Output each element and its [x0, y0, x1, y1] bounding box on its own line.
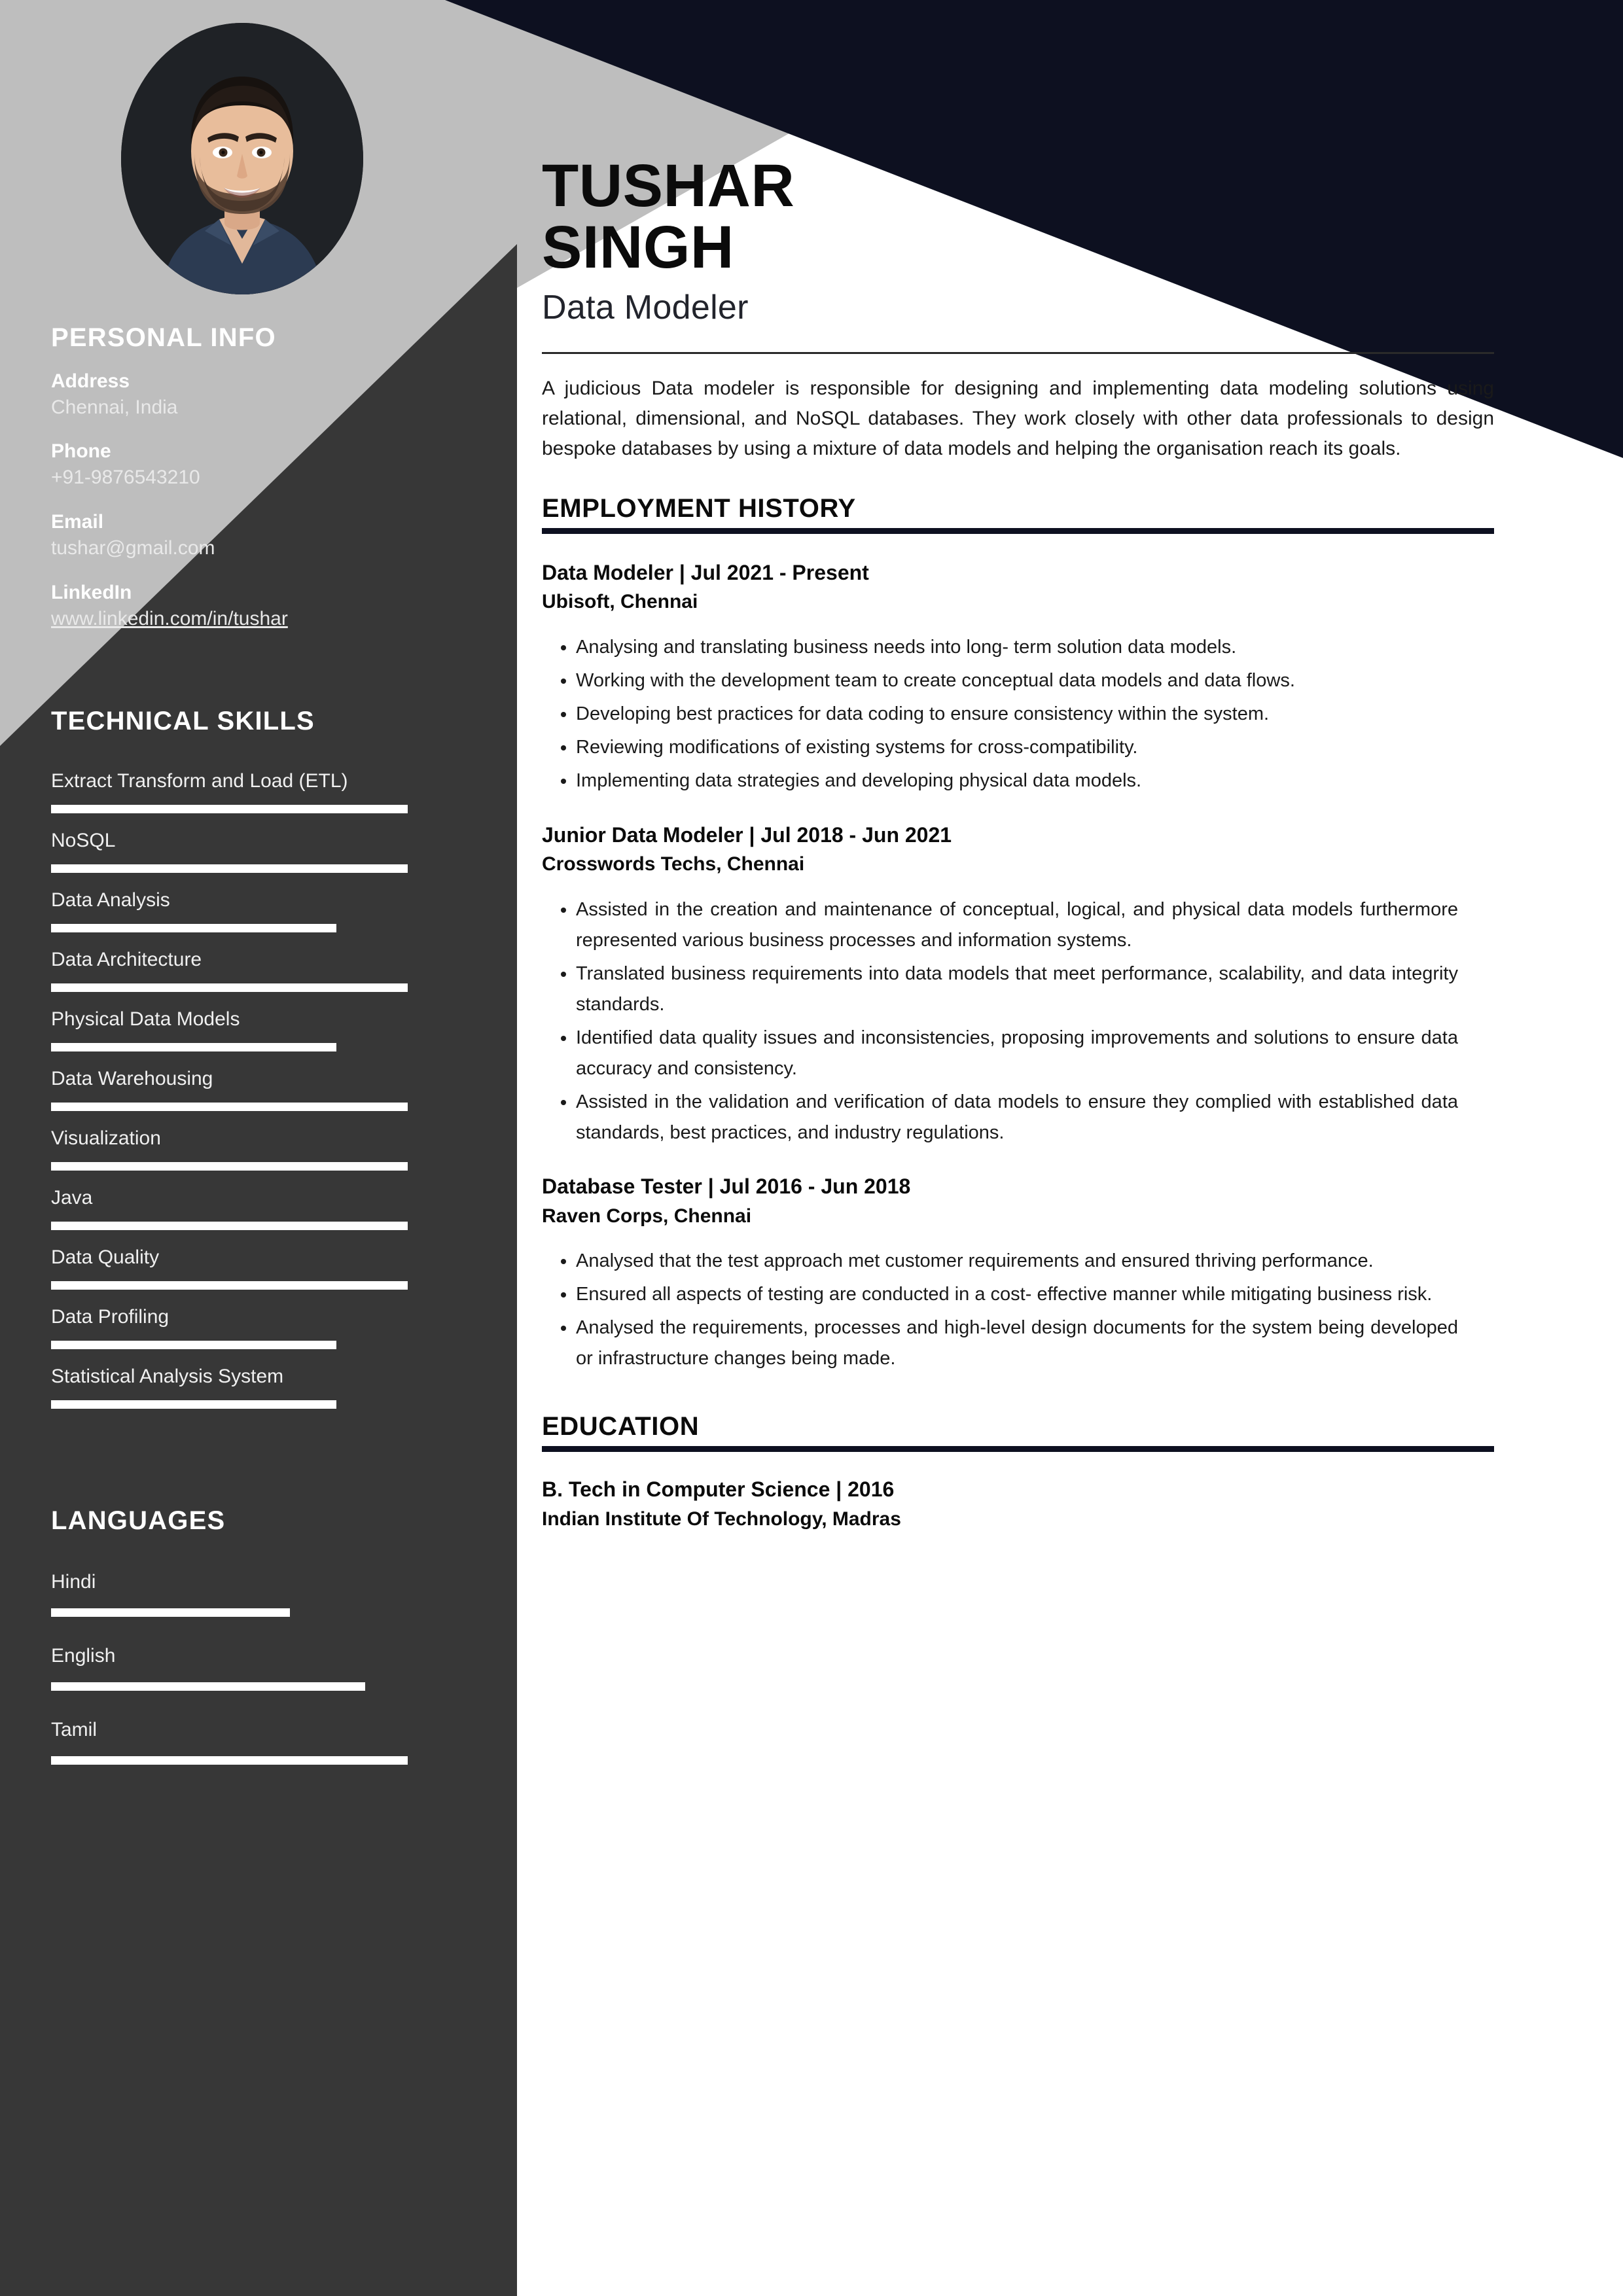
main-content	[542, 0, 1510, 1532]
language-item	[51, 1570, 466, 1617]
personal-info-item	[51, 368, 470, 420]
personal-info-value: tushar@gmail.com	[51, 537, 215, 559]
skill-bar-track	[51, 805, 408, 813]
job-title-dates: Junior Data Modeler | Jul 2018 - Jun 2021	[542, 822, 952, 847]
job-company: Ubisoft, Chennai	[542, 591, 698, 613]
job-bullet: • Assisted in the creation and maintenance of conceptual, logical, and physical data models furthermore represented various business processes and information systems.	[576, 894, 1458, 956]
education-degree: B. Tech in Computer Science | 2016	[542, 1477, 895, 1502]
skill-bar-fill	[51, 1281, 408, 1290]
skill-bar-fill	[51, 1400, 336, 1409]
job-bullet-list	[542, 894, 1458, 1148]
job-bullet: • Ensured all aspects of testing are conducted in a cost- effective manner while mitigating business risk.	[576, 1279, 1458, 1310]
skill-bar-fill	[51, 1103, 408, 1111]
last-name: SINGH	[542, 213, 734, 281]
personal-info-heading: PERSONAL INFO	[51, 323, 276, 352]
skill-bar-fill	[51, 1341, 336, 1349]
personal-info-label: Email	[51, 511, 104, 533]
header-divider	[542, 352, 1494, 354]
job-bullet: • Translated business requirements into data models that meet performance, scalability, and data integrity standards.	[576, 959, 1458, 1020]
skill-name: Data Profiling	[51, 1306, 169, 1328]
language-bar-fill	[51, 1756, 408, 1765]
language-bar-track	[51, 1682, 408, 1691]
skill-bar-track	[51, 1400, 408, 1409]
skill-bar-track	[51, 1281, 408, 1290]
job-title-dates: Data Modeler | Jul 2021 - Present	[542, 561, 869, 585]
skill-item	[51, 1246, 466, 1290]
skill-item	[51, 829, 466, 873]
skill-item	[51, 1305, 466, 1349]
job-entry	[542, 1173, 1510, 1374]
skill-name: Data Architecture	[51, 949, 202, 970]
education-list	[542, 1475, 1510, 1532]
education-school: Indian Institute Of Technology, Madras	[542, 1508, 901, 1530]
sidebar-content	[0, 0, 517, 2296]
job-bullet: • Analysing and translating business needs into long- term solution data models.	[576, 632, 1458, 663]
language-name: Tamil	[51, 1719, 98, 1740]
skill-bar-track	[51, 1222, 408, 1230]
personal-info-value: Chennai, India	[51, 396, 178, 418]
job-bullet: • Developing best practices for data coding to ensure consistency within the system.	[576, 699, 1458, 730]
employment-heading: EMPLOYMENT HISTORY	[542, 494, 856, 523]
job-entry	[542, 821, 1510, 1148]
language-name: Hindi	[51, 1571, 96, 1593]
language-bar-fill	[51, 1682, 365, 1691]
job-title: Data Modeler	[542, 288, 749, 327]
education-section	[542, 1412, 1510, 1532]
job-bullet-list	[542, 1246, 1458, 1374]
skill-bar-fill	[51, 1162, 408, 1171]
skill-name: Data Quality	[51, 1246, 160, 1268]
skill-bar-track	[51, 924, 408, 932]
languages-heading: LANGUAGES	[51, 1506, 226, 1535]
skill-bar-fill	[51, 924, 336, 932]
job-entry	[542, 559, 1510, 796]
skill-item	[51, 948, 466, 992]
education-entry	[542, 1475, 1510, 1532]
language-item	[51, 1718, 466, 1765]
profile-summary: A judicious Data modeler is responsible for designing and implementing data modeling solutions using relational, dimensional, and NoSQL databases. They work closely with other data professionals to design bespoke databases by using a mixture of data models and helping the organisation reach its goals.	[542, 377, 1494, 460]
skill-bar-track	[51, 1103, 408, 1111]
personal-info-item	[51, 580, 470, 631]
language-bar-track	[51, 1608, 408, 1617]
skill-item	[51, 1067, 466, 1111]
language-item	[51, 1644, 466, 1691]
language-bar-track	[51, 1756, 408, 1765]
job-bullet: • Identified data quality issues and inconsistencies, proposing improvements and solutions to ensure data accuracy and consistency.	[576, 1023, 1458, 1084]
skill-bar-track	[51, 1341, 408, 1349]
education-divider	[542, 1446, 1494, 1452]
skill-bar-fill	[51, 805, 408, 813]
languages-list	[51, 1570, 466, 1792]
personal-info-value: +91-9876543210	[51, 466, 200, 488]
skill-bar-fill	[51, 983, 408, 992]
education-heading: EDUCATION	[542, 1412, 700, 1441]
employment-section	[542, 494, 1510, 1374]
personal-info-item	[51, 509, 470, 561]
skill-bar-fill	[51, 1222, 408, 1230]
job-title-dates: Database Tester | Jul 2016 - Jun 2018	[542, 1174, 911, 1199]
job-bullet: • Reviewing modifications of existing systems for cross-compatibility.	[576, 732, 1458, 763]
skill-name: Data Warehousing	[51, 1068, 213, 1089]
skill-name: Physical Data Models	[51, 1008, 240, 1030]
job-company: Raven Corps, Chennai	[542, 1205, 752, 1227]
personal-info-item	[51, 438, 470, 490]
skill-item	[51, 769, 466, 813]
skill-item	[51, 1365, 466, 1409]
job-company: Crosswords Techs, Chennai	[542, 853, 805, 875]
personal-info-label: Phone	[51, 440, 111, 462]
technical-skills-heading: TECHNICAL SKILLS	[51, 707, 315, 735]
job-bullet: • Working with the development team to create conceptual data models and data flows.	[576, 665, 1458, 696]
skill-bar-track	[51, 983, 408, 992]
job-bullet: • Analysed the requirements, processes and high-level design documents for the system being developed or infrastructure changes being made.	[576, 1313, 1458, 1374]
skill-item	[51, 1186, 466, 1230]
technical-skills-list	[51, 769, 466, 1424]
skill-bar-track	[51, 1162, 408, 1171]
personal-info-link[interactable]: www.linkedin.com/in/tushar	[51, 607, 288, 629]
personal-info-label: Address	[51, 370, 130, 392]
skill-item	[51, 889, 466, 932]
job-bullet-list	[542, 632, 1458, 796]
language-name: English	[51, 1645, 116, 1667]
skill-item	[51, 1127, 466, 1171]
skill-bar-fill	[51, 1043, 336, 1051]
skill-name: Statistical Analysis System	[51, 1366, 284, 1387]
language-bar-fill	[51, 1608, 290, 1617]
skill-name: NoSQL	[51, 830, 116, 851]
jobs-list	[542, 559, 1510, 1374]
skill-item	[51, 1008, 466, 1051]
personal-info-label: LinkedIn	[51, 582, 132, 603]
skill-bar-track	[51, 864, 408, 873]
skill-name: Data Analysis	[51, 889, 170, 911]
job-bullet: • Implementing data strategies and developing physical data models.	[576, 766, 1458, 796]
skill-bar-fill	[51, 864, 408, 873]
skill-bar-track	[51, 1043, 408, 1051]
skill-name: Java	[51, 1187, 93, 1209]
employment-divider	[542, 528, 1494, 534]
job-bullet: • Assisted in the validation and verification of data models to ensure they complied with established data standards, best practices, and industry regulations.	[576, 1087, 1458, 1148]
skill-name: Extract Transform and Load (ETL)	[51, 770, 348, 792]
first-name: TUSHAR	[542, 152, 795, 219]
skill-name: Visualization	[51, 1127, 161, 1149]
job-bullet: • Analysed that the test approach met customer requirements and ensured thriving performance.	[576, 1246, 1458, 1277]
